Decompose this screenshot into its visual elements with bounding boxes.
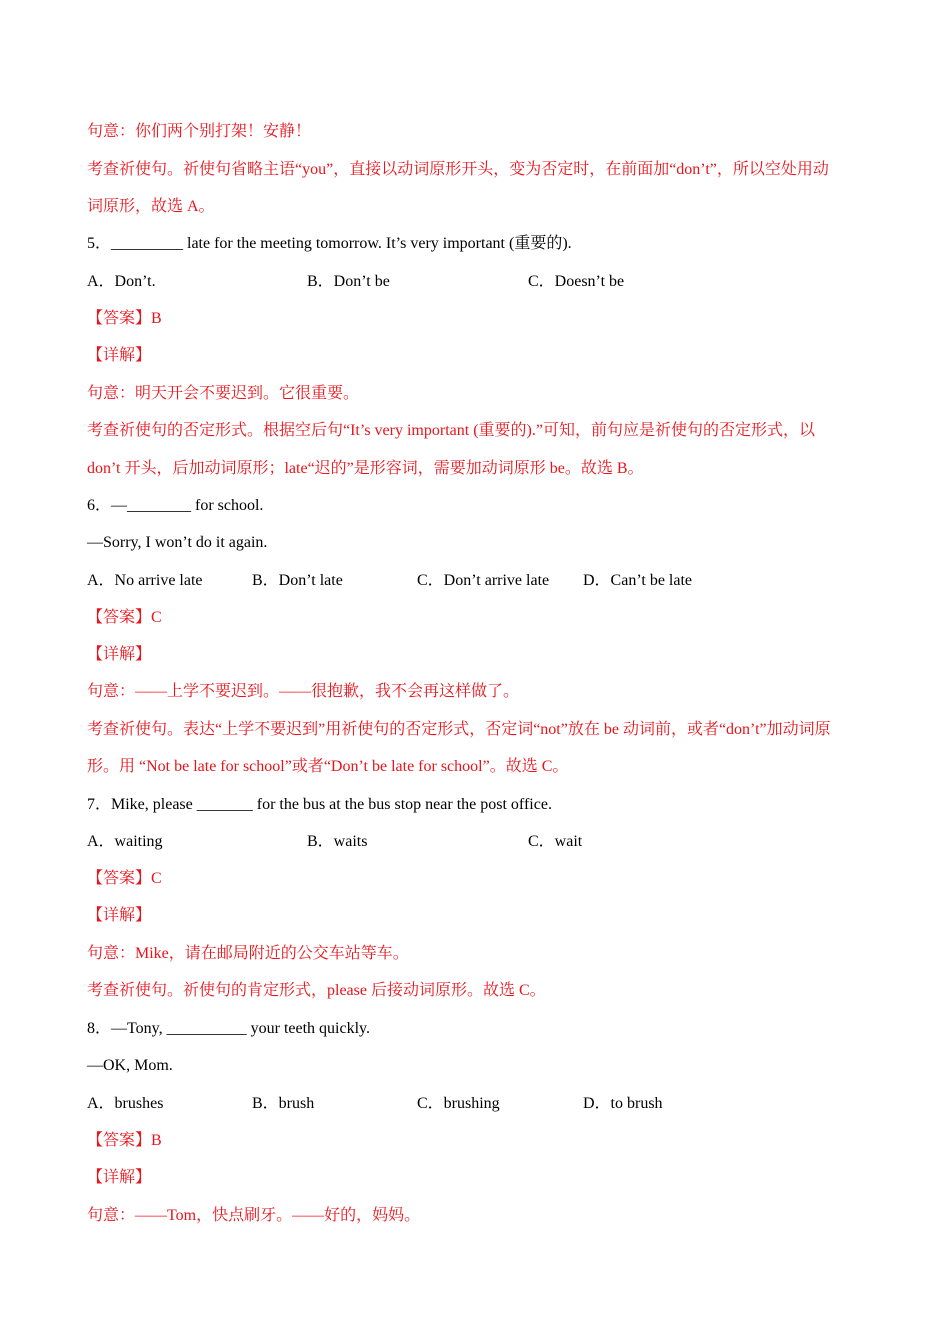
q5-meaning: 句意：明天开会不要迟到。它很重要。 [87,385,360,402]
q6-option-a: A．No arrive late [87,572,203,589]
q6-option-c: C．Don’t arrive late [417,572,550,589]
q6-option-b: B．Don’t late [252,572,343,589]
q7-option-a: A．waiting [87,833,163,850]
q5-detail-heading: 【详解】 [87,347,152,364]
q8-stem: 8．—Tony, __________ your teeth quickly. [87,1020,370,1037]
q8-option-d: D．to brush [583,1095,663,1112]
q8-option-c: C．brushing [417,1095,500,1112]
q8-meaning: 句意：——Tom，快点刷牙。——好的，妈妈。 [87,1207,421,1224]
q8-option-b: B．brush [252,1095,315,1112]
q5-analysis-line-2: don’t 开头，后加动词原形；late“迟的”是形容词，需要加动词原形 be。故选 B。 [87,460,644,477]
q7-meaning: 句意：Mike，请在邮局附近的公交车站等车。 [87,945,409,962]
q6-analysis-line-1: 考查祈使句。表达“上学不要迟到”用祈使句的否定形式，否定词“not”放在 be 动词前，或者“don’t”加动词原 [87,721,831,738]
q7-option-b: B．waits [307,833,368,850]
q7-answer: 【答案】C [87,870,162,887]
q6-reply: —Sorry, I won’t do it again. [87,534,268,551]
q6-option-d: D．Can’t be late [583,572,693,589]
q6-stem: 6．—________ for school. [87,497,264,514]
q4-analysis-line-1: 考查祈使句。祈使句省略主语“you”，直接以动词原形开头，变为否定时，在前面加“don’t”，所以空处用动 [87,161,829,178]
q6-analysis-line-2: 形。用 “Not be late for school”或者“Don’t be late for school”。故选 C。 [87,758,569,775]
q7-stem: 7．Mike, please _______ for the bus at the bus stop near the post office. [87,796,552,813]
q7-option-c: C．wait [528,833,583,850]
q5-stem: 5．_________ late for the meeting tomorrow. It’s very important (重要的). [87,235,572,252]
q5-option-b: B．Don’t be [307,273,390,290]
q5-answer: 【答案】B [87,310,162,327]
q6-meaning: 句意：——上学不要迟到。——很抱歉，我不会再这样做了。 [87,683,520,700]
q4-meaning: 句意：你们两个别打架！安静！ [87,123,312,140]
q4-analysis-line-2: 词原形，故选 A。 [87,198,215,215]
q8-reply: —OK, Mom. [87,1057,173,1074]
q7-analysis: 考查祈使句。祈使句的肯定形式，please 后接动词原形。故选 C。 [87,982,546,999]
q6-answer: 【答案】C [87,609,162,626]
q8-detail-heading: 【详解】 [87,1169,152,1186]
q5-option-a: A．Don’t. [87,273,156,290]
q6-detail-heading: 【详解】 [87,646,152,663]
q5-analysis-line-1: 考查祈使句的否定形式。根据空后句“It’s very important (重要的).”可知，前句应是祈使句的否定形式，以 [87,422,815,439]
q5-option-c: C．Doesn’t be [528,273,625,290]
q8-option-a: A．brushes [87,1095,164,1112]
q8-answer: 【答案】B [87,1132,162,1149]
q7-detail-heading: 【详解】 [87,907,152,924]
